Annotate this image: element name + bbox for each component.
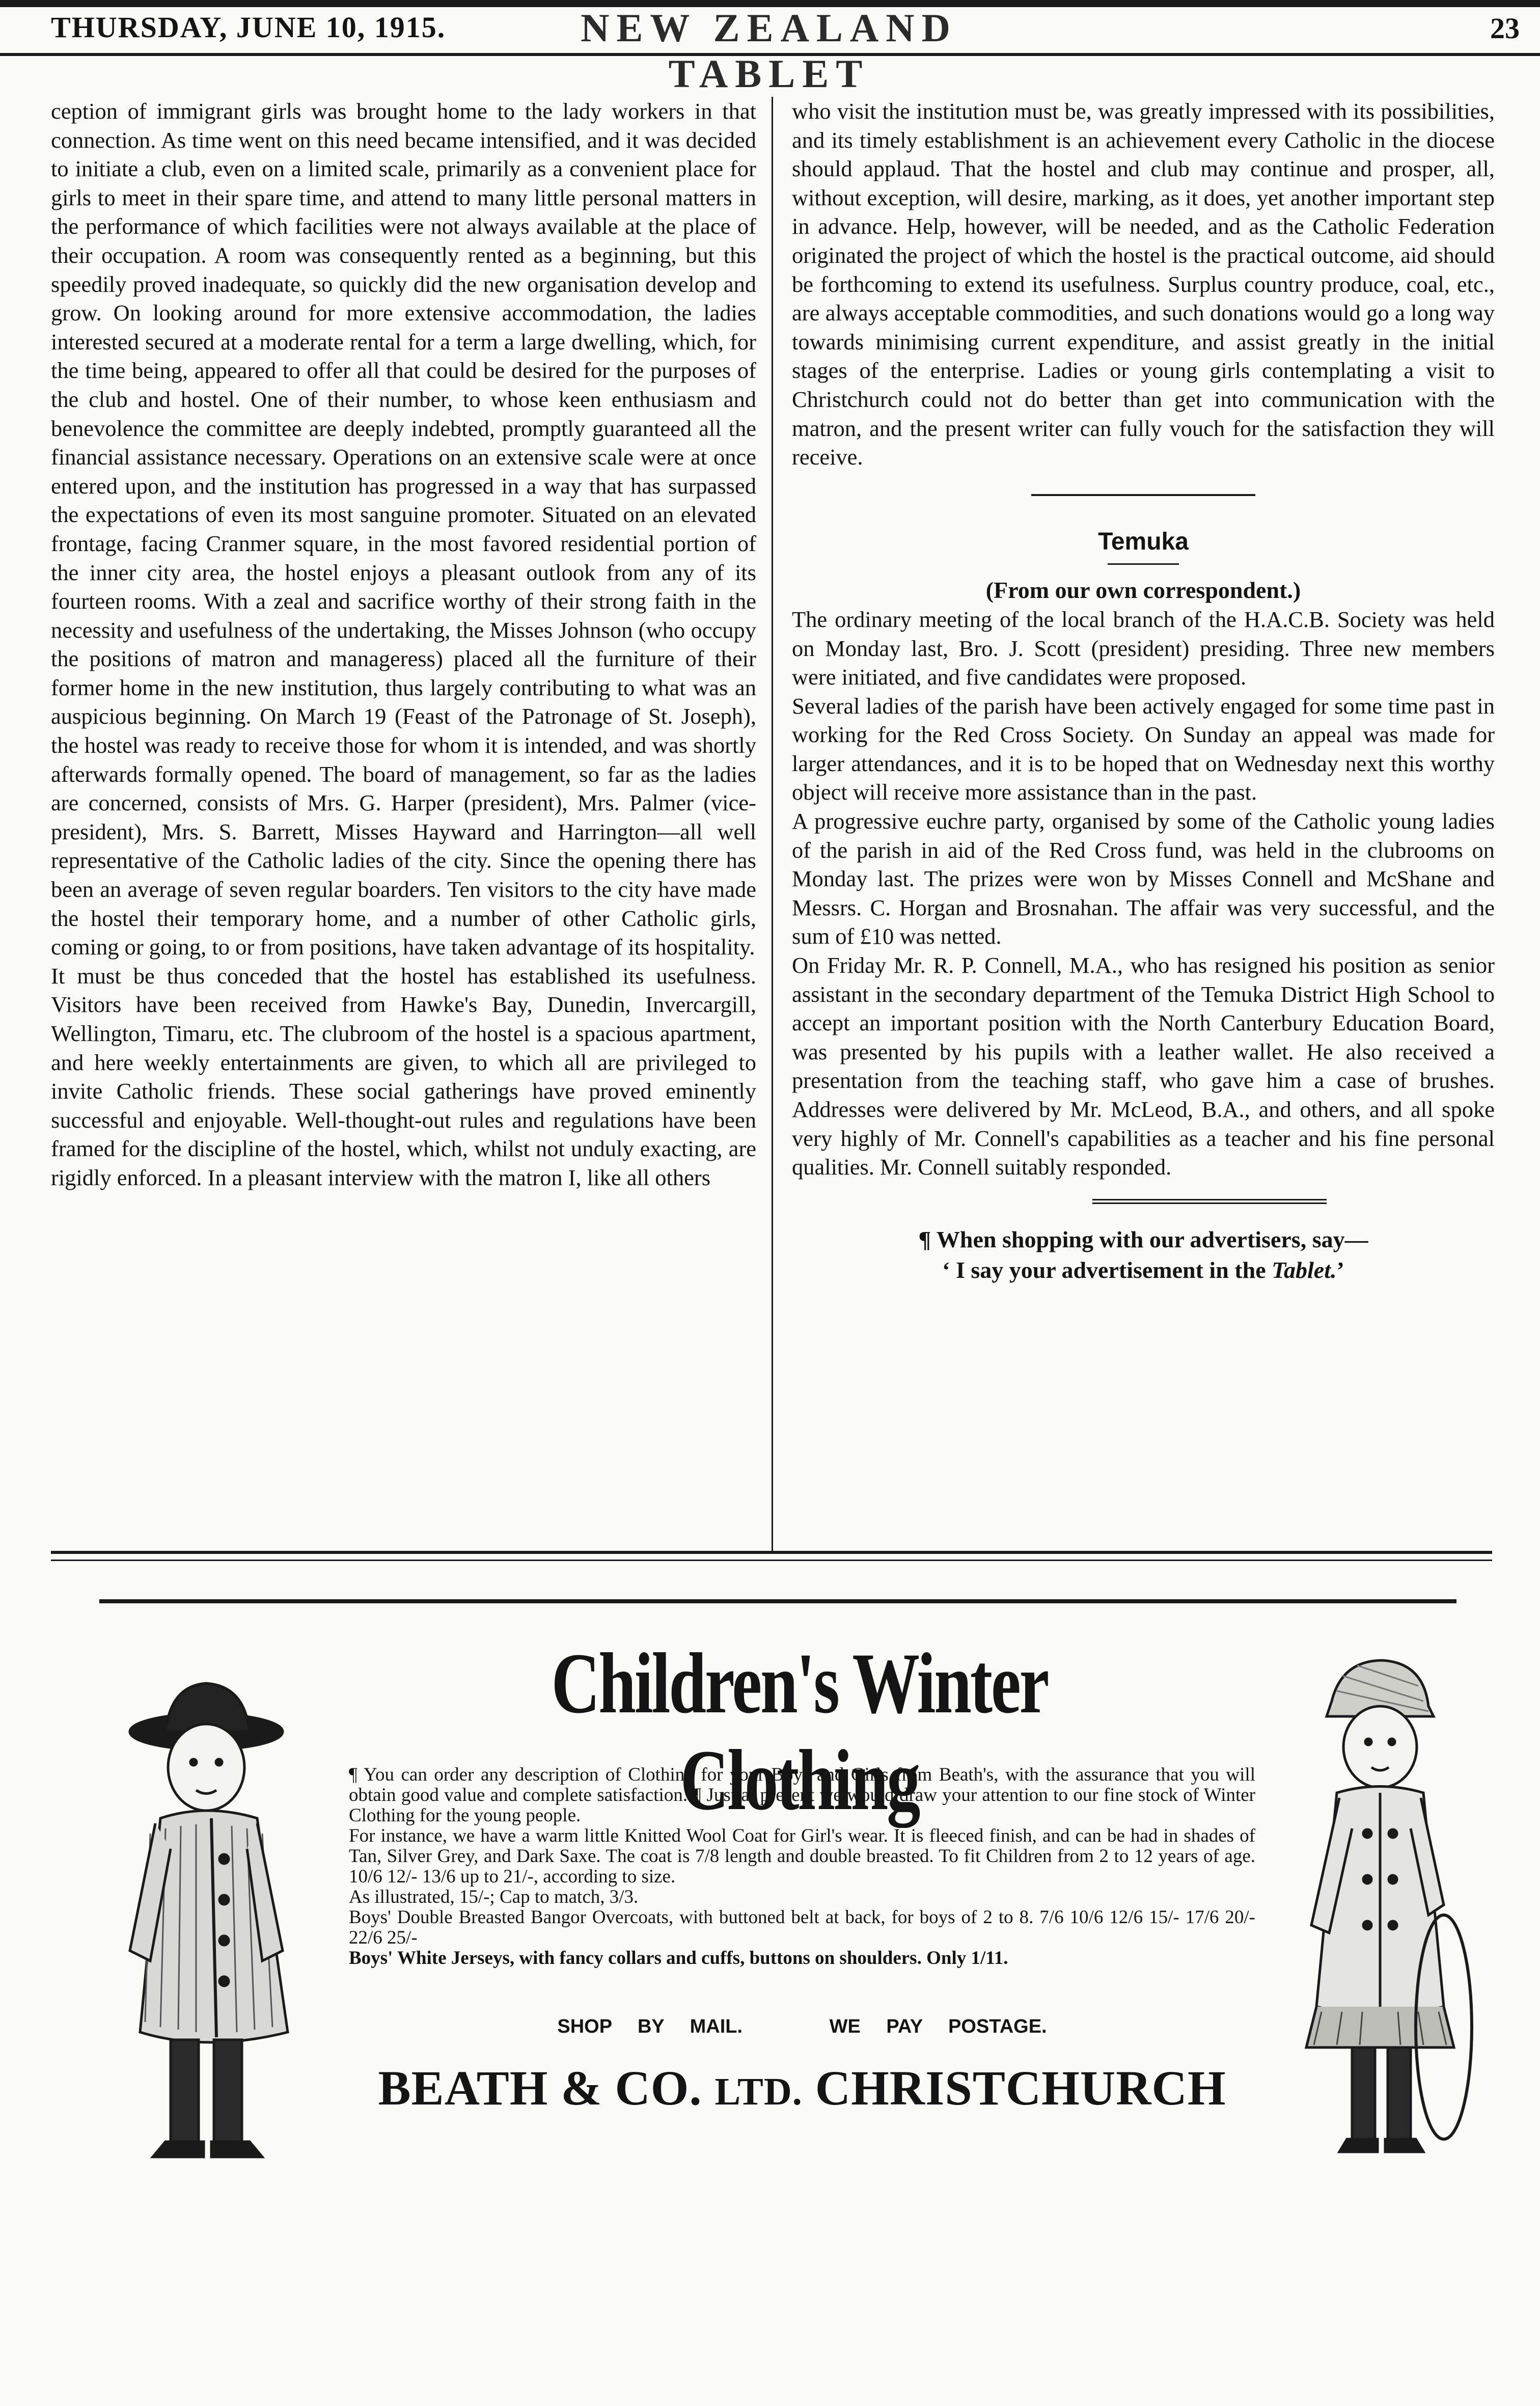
ad-line: Boys' Double Breasted Bangor Overcoats, with buttoned belt at back, for boys of 2 to 8. 7/6 10/6 12/6 15/- 17/6 20/- 22/6 25/- xyxy=(349,1907,1255,1948)
advertisers-notice xyxy=(792,1224,1495,1286)
masthead-date: THURSDAY, JUNE 10, 1915. xyxy=(51,11,446,44)
notice-prefix: ‘ I say your advertisement in the xyxy=(942,1256,1272,1283)
firm-city: CHRISTCHURCH xyxy=(815,2061,1226,2115)
girl-illustration xyxy=(1276,1640,1479,2165)
page-rule xyxy=(51,1551,1492,1554)
column-divider xyxy=(772,97,773,1553)
page-number: 23 xyxy=(1490,12,1520,45)
hostel-article-end: who visit the institution must be, was greatly impressed with its possibilities, and its timely establishment is an achievement every Catholic in the diocese should applaud. That the hostel and club may continue and prosper, all, without exception, will desire, marking, as it does, yet another important step in advance. Help, however, will be needed, and as the Catholic Federation originated the project of which the hostel is the practical outcome, aid should be forthcoming to extend its usefulness. Surplus country produce, coal, etc., are always acceptable commodities, and such donations would go a long way towards minimising current expenditure, and assist greatly in the initial stages of the enterprise. Ladies or young girls contemplating a visit to Christchurch could not do better than get into communication with the matron, and the present writer can fully vouch for the satisfaction they will receive. xyxy=(792,98,1495,470)
ad-body xyxy=(349,1765,1255,1968)
temuka-paragraph: Several ladies of the parish have been actively engaged for some time past in working for the Red Cross Society. On Sunday an appeal was made for larger attendances, and it is to be hoped that on Wednesday next this worthy object will receive more assistance than in the past. xyxy=(792,693,1495,805)
masthead xyxy=(0,0,1540,96)
notice-line-1: ¶ When shopping with our advertisers, say— xyxy=(918,1226,1368,1252)
ad-line: Boys' White Jerseys, with fancy collars and cuffs, buttons on shoulders. Only 1/11. xyxy=(349,1948,1008,1968)
notice-line-2 xyxy=(792,1255,1495,1286)
masthead-title: NEW ZEALAND TABLET xyxy=(581,6,957,96)
section-rule xyxy=(1031,494,1255,496)
notice-suffix: ’ xyxy=(1336,1256,1344,1283)
firm-ltd: LTD. xyxy=(714,2070,803,2113)
ad-line: As illustrated, 15/-; Cap to match, 3/3. xyxy=(349,1886,639,1907)
firm-main: BEATH & CO. xyxy=(378,2061,702,2115)
section-title-temuka: Temuka xyxy=(1098,528,1189,555)
temuka-paragraph: The ordinary meeting of the local branch of the H.A.C.B. Society was held on Monday last, Bro. J. Scott (president) presiding. Three new members were initiated, and five candidates were proposed. xyxy=(792,606,1495,690)
we-pay-postage: WE PAY POSTAGE. xyxy=(829,2016,1047,2037)
boy-illustration xyxy=(104,1665,318,2175)
ad-shop-line xyxy=(349,2016,1255,2038)
temuka-paragraph: A progressive euchre party, organised by some of the Catholic young ladies of the parish in aid of the Red Cross fund, was held in the clubrooms on Monday last. The prizes were won by Misses Connell and McShane and Messrs. C. Horgan and Brosnahan. The affair was very successful, and the sum of £10 was netted. xyxy=(792,808,1495,949)
ad-line: For instance, we have a warm little Knitted Wool Coat for Girl's wear. It is fleeced finish, and can be had in shades of Tan, Silver Grey, and Dark Saxe. The coat is 7/8 length and double breasted. To fit Children from 2 to 12 years of age. 10/6 12/- 13/6 up to 21/-, according to size. xyxy=(349,1825,1255,1887)
ad-firm-name xyxy=(349,2060,1255,2120)
shop-by-mail: SHOP BY MAIL. xyxy=(557,2016,743,2037)
notice-tablet: Tablet. xyxy=(1272,1256,1337,1283)
byline: (From our own correspondent.) xyxy=(985,577,1301,604)
double-rule xyxy=(1092,1199,1327,1204)
temuka-paragraph: On Friday Mr. R. P. Connell, M.A., who has resigned his position as senior assistant in the secondary department of the Temuka District High School to accept an important position with the North Canterbury Education Board, was presented by his pupils with a leather wallet. He also received a presentation from the teaching staff, who gave him a case of brushes. Addresses were delivered by Mr. McLeod, B.A., and others, and all spoke very highly of Mr. Connell's capabilities as a teacher and his fine personal qualities. Mr. Connell suitably responded. xyxy=(792,952,1495,1180)
ad-line: ¶ You can order any description of Clothing for your Boys and Girls from Beath's, with the assurance that you will obtain good value and complete satisfaction. ¶ Just at present we would draw your attention to our fine stock of Winter Clothing for the young people. xyxy=(349,1764,1255,1826)
title-underline xyxy=(1108,563,1179,565)
left-column-text: ception of immigrant girls was brought home to the lady workers in that connection. As time went on this need became intensified, and it was decided to initiate a club, even on a limited scale, primarily as a convenient place for girls to meet in their spare time, and attend to many little personal matters in the performance of which facilities were not always available at the place of their occupation. A room was consequently rented as a beginning, but this speedily proved inadequate, so quickly did the new organisation develop and grow. On looking around for more extensive accommodation, the ladies interested secured at a moderate rental for a term a large dwelling, which, for the time being, appeared to offer all that could be desired for the purposes of the club and hostel. One of their number, to whose keen enthusiasm and benevolence the committee are deeply indebted, promptly guaranteed all the financial assistance necessary. Operations on an extensive scale were at once entered upon, and the institution has progressed in a way that has surpassed the expectations of even its most sanguine promoter. Situated on an elevated frontage, facing Cranmer square, in the most favored residential portion of the inner city area, the hostel enjoys a pleasant outlook from any of its fourteen rooms. With a zeal and sacrifice worthy of their strong faith in the necessity and usefulness of the undertaking, the Misses Johnson (who occupy the positions of matron and manageress) placed all the furniture of their former home in the new institution, thus largely contributing to what was an auspicious beginning. On March 19 (Feast of the Patronage of St. Joseph), the hostel was ready to receive those for whom it is intended, and was shortly afterwards formally opened. The board of management, so far as the ladies are concerned, consists of Mrs. G. Harper (president), Mrs. Palmer (vice-president), Mrs. S. Barrett, Misses Hayward and Harrington—all well representative of the Catholic ladies of the city. Since the opening there has been an average of seven regular boarders. Ten visitors to the city have made the hostel their temporary home, and a number of other Catholic girls, coming or going, to or from positions, have taken advantage of its hospitality. xyxy=(51,98,756,960)
ad-top-border xyxy=(99,1599,1456,1603)
ad-title: Children's Winter Clothing xyxy=(551,1635,1048,1828)
advertisement xyxy=(99,1599,1456,2175)
left-column xyxy=(51,97,756,1543)
right-column xyxy=(792,97,1495,1543)
left-column-text-2: It must be thus conceded that the hostel has established its usefulness. Visitors have been received from Hawke's Bay, Dunedin, Invercargill, Wellington, Timaru, etc. The clubroom of the hostel is a spacious apartment, and here weekly entertainments are given, to which all are privileged to invite Catholic friends. These social gatherings have proved eminently successful and enjoyable. Well-thought-out rules and regulations have been framed for the discipline of the hostel, which, whilst not unduly exacting, are rigidly enforced. In a pleasant interview with the matron I, like all others xyxy=(51,963,756,1190)
page-rule-thin xyxy=(51,1560,1492,1561)
